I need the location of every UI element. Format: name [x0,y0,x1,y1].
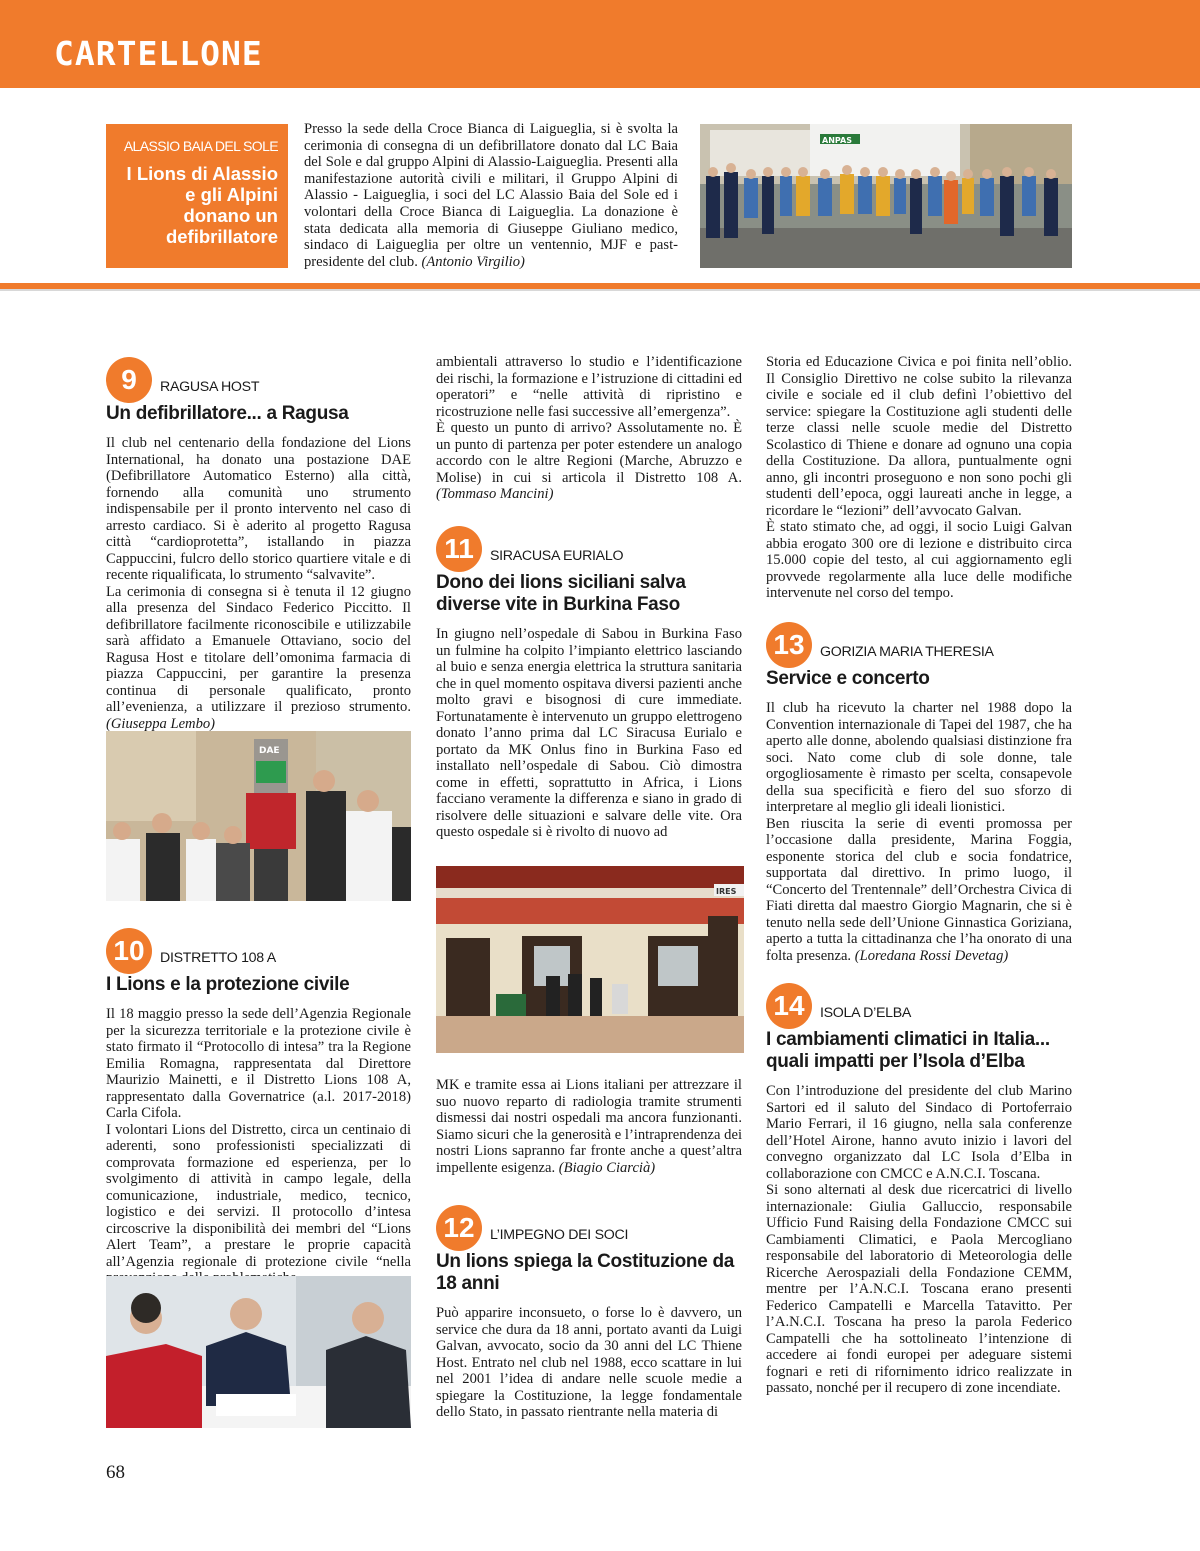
article-10-title: I Lions e la protezione civile [106,974,350,995]
article-11-header [436,526,742,566]
ragusa-defibrillator-photo [106,731,411,901]
article-14-number: 14 [766,983,812,1029]
article-12-number: 12 [436,1205,482,1251]
article-11-club: SIRACUSA EURIALO [490,548,624,564]
section-title: CARTELLONE [54,34,263,73]
column-2d [436,1205,742,1421]
dae-sign: DAE [259,746,280,756]
article-14-club: ISOLA D’ELBA [820,1005,912,1021]
article-9-title: Un defibrillatore... a Ragusa [106,403,349,424]
column-1b [106,928,411,1287]
article-12-paragraph: Può apparire inconsueto, o forse lo è davvero, un service che dura da 18 anni, portato avanti da Luigi Galvan, avvocato, socio da 30 anni del LC Thiene Host. Entrato nel club nel 1988, ecco scattare in lui nel 2001 l’idea di andare nelle scuole medie a spiegare la Costituzione, la legge fondamentale dello Stato, in passato rientrante nella materia di [436,1305,742,1420]
article-10-club: DISTRETTO 108 A [160,950,276,966]
article-11-paragraph: In giugno nell’ospedale di Sabou in Burkina Faso un fulmine ha colpito l’impianto elettrico lasciando al buio e senza energia elettrica la struttura sanitaria che in quel momento ospitava diversi pazienti anche molto gravi e bisognosi di cure immediate. Fortunatamente è intervenuto un gruppo elettrogeno donato l’anno prima dal LC Siracusa Eurialo e portato da MK Onlus fino in Burkina Faso ed installato nell’ospedale di Sabou. Ciò dimostra come in effetti, soprattutto in Africa, i Lions facciano veramente la differenza e siano in grado di risolvere delle situazioni e salvare delle vite. Ora questo ospedale si è rivolto di nuovo ad [436,626,742,840]
article-14-title: I cambiamenti climatici in Italia... quali impatti per l’Isola d’Elba [766,1029,1050,1072]
article-13-text: Ben riuscita la serie di eventi promossa per l’occasione dalla presidente, Marina Foggia, esponente storica del club e socia fondatrice, supportata dal direttivo. In primo luogo, il “Concerto del Trentennale” dell’Orchestra Civica di Fiati diretta dal maestro Giorgio Magnarin, che si è tenuto nella sede dell’Unione Ginnastica Goriziana, aperto a tutta la cittadinanza che l’ha onorato di una folta presenza. [766,815,1072,964]
article-13-header [766,622,1072,662]
article-13-author: (Loredana Rossi Devetag) [854,947,1009,964]
article-11-paragraph [436,1077,742,1176]
article-10-number: 10 [106,928,152,974]
article-11-author: (Biagio Ciarcià) [558,1159,656,1176]
article-12-paragraph: Storia ed Educazione Civica e poi finita nell’oblio. Il Consiglio Direttivo ne colse subito la rilevanza civile e sociale ed il club definì l’obiettivo del service: spiegare la Costituzione agli studenti delle terze classi nelle scuole medie del Distretto Scolastico di Thiene e donare ad ognuno una copia della Costituzione. Da allora, puntualmente ogni anno, gli incontri proseguono e non sono pochi gli studenti dell’epoca, oggi laureati anche in legge, a ricordare le “lezioni” dell’avvocato Galvan. [766,354,1072,519]
article-13-club: GORIZIA MARIA THERESIA [820,644,994,660]
article-11-text: MK e tramite essa ai Lions italiani per attrezzare il suo nuovo reparto di radiologia tramite strumenti dismessi dai nostri ospedali ma ancora funzionanti. Siamo sicuri che la generosità e l’intraprendenza dei nostri Lions sapranno far fronte anche a quest’altra impellente esigenza. [436,1077,742,1176]
article-13-number: 13 [766,622,812,668]
article-14-paragraph: Si sono alternati al desk due ricercatrici di livello internazionale: Giulia Galluccio, responsabile Ufficio Fund Raising della Fondazione CMCC sui Cambiamenti Climatici, e Paola Mercogliano responsabile del laboratorio di Meteorologia delle Ricerche Aerospaziali della Fondazione CEMM, mentre per l’A.N.C.I. Toscana erano presenti Federico Campatelli e Marcella Tatavitto. Per l’A.N.C.I. Toscana ha preso la parola Federico Campatelli che ha sottolineato l’intenzione di accedere ai fondi europei per adeguare sistemi fognari e reti di rifornimento idrico realizzate in passato, nonché per il recupero di zone incendiate. [766,1182,1072,1396]
intro-body: Presso la sede della Croce Bianca di Laigueglia, si è svolta la cerimonia di consegna di un defibrillatore donato dal LC Baia del Sole e dal gruppo Alpini di Alassio-Laigueglia. Presenti alla manifestazione autorità civili e militari, il Gruppo Alpini di Alassio - Laigueglia, i soci del LC Alassio Baia del Sole ed i volontari della Croce Bianca di Laigueglia. La donazione è stata dedicata alla memoria di Giuseppe Giuliano medico, sindaco di Laigueglia per oltre un ventennio, MJF e past-presidente del club. [304,121,678,270]
column-2b [436,526,742,841]
article-12-club: L’IMPEGNO DEI SOCI [490,1227,629,1243]
intro-title-box [106,124,288,268]
article-10-header [106,928,411,968]
article-13-paragraph: Il club ha ricevuto la charter nel 1988 dopo la Convention internazionale di Tapei del 1987, che ha aperto alle donne, abolendo qualsiasi distinzione fra soci. Nato come club di sole donne, tale orgogliosamente è rimasto per scelta, consapevole della sua specificità e fiero del suo sforzo di interpretare al meglio gli ideali lionistici. [766,700,1072,815]
article-10-paragraph: I volontari Lions del Distretto, circa un centinaio di aderenti, sono professionisti specializzati di comprovata formazione ed esperienza, per lo svolgimento di attività in campo legale, della comunicazione, industriale, medico, tecnico, logistico e dei servizi. Il protocollo d’intesa circoscrive la disponibilità dei membri del “Lions Alert Team”, a prestare le proprie capacità all’Agenzia regionale di protezione civile “nella [106,1121,411,1270]
article-9-number: 9 [106,357,152,403]
intro-text [304,121,678,270]
intro-group-photo [700,124,1072,268]
article-10-paragraph [436,420,742,503]
article-12-header [436,1205,742,1245]
article-12-title: Un lions spiega la Costituzione da 18 anni [436,1251,735,1294]
article-10-paragraph: Il 18 maggio presso la sede dell’Agenzia Regionale per la sicurezza territoriale e la protezione civile è stato firmato il “Protocollo di intesa” tra la Regione Emilia Romagna, rappresentata dal Direttore Maurizio Mainetti, e il Distretto Lions 108 A, rappresentato dalla Governatrice (a.l. 2017-2018) Carla Cifola. [106,1006,411,1121]
column-2c [436,1077,742,1176]
page-number: 68 [106,1462,125,1483]
column-3b [766,622,1072,964]
article-10-paragraph: ambientali attraverso lo studio e l’identificazione dei rischi, la formazione e l’istruzione di cittadini ed operatori” e “nelle attività di ripristino e ricostruzione nelle fasi successive all’emergenza”. [436,354,742,420]
article-11-title: Dono dei lions siciliani salva diverse vite in Burkina Faso [436,572,686,615]
column-3c [766,983,1072,1397]
article-9-author: (Giuseppa Lembo) [106,715,216,732]
column-3 [766,354,1072,602]
article-9-club: RAGUSA HOST [160,379,260,395]
article-9-header [106,357,411,397]
section-divider-shadow [0,289,1200,291]
ambulance-banner: ANPAS [822,136,852,145]
article-11-number: 11 [436,526,482,572]
protocol-signing-photo [106,1276,411,1428]
intro-title: I Lions di Alassio e gli Alpini donano un defibrillatore [126,163,278,247]
burkina-hospital-photo [436,866,744,1053]
article-14-paragraph: Con l’introduzione del presidente del club Marino Sartori ed il saluto del Sindaco di Portoferraio Mario Ferrari, il 16 giugno, nella sala conferenze dell’Hotel Airone, hanno avuto inizio i lavori del convegno organizzato dal LC Isola d’Elba in collaborazione con CMCC e A.N.C.I. Toscana. [766,1083,1072,1182]
article-9-text: La cerimonia di consegna si è tenuta il 12 giugno alla presenza del Sindaco Federico Piccitto. Il defibrillatore facilmente riconoscibile e utilizzabile sarà affidato a Emanuele Ottaviano, socio del Ragusa Host e titolare dell’omonima farmacia di piazza Cappuccini, per garantire la presenza continua di personale qualificato, pronto all’evenienza, a utilizzare il prezioso strumento. [106,583,411,715]
column-2 [436,354,742,503]
article-13-paragraph [766,816,1072,965]
article-10-text: È questo un punto di arrivo? Assolutamente no. È un punto di partenza per poter estendere un analogo accordo con le altre Regioni (Marche, Abruzzo e Molise) in cui si articola il Distretto 108 A. [436,420,742,486]
intro-author: (Antonio Virgilio) [421,253,525,270]
column-1 [106,357,411,732]
article-10-author: (Tommaso Mancini) [436,486,554,502]
article-14-header [766,983,1072,1023]
article-9-paragraph [106,584,411,733]
intro-club: ALASSIO BAIA DEL SOLE [123,138,278,154]
ward-sign: IRES [716,887,737,896]
article-9-paragraph: Il club nel centenario della fondazione del Lions International, ha donato una postazione DAE (Defibrillatore Automatico Esterno) alla città, fornendo alla comunità uno strumento indispensabile per il pronto intervento nel caso di arresto cardiaco. Si è aderito al progetto Ragusa città “cardioprotetta”, istallando in piazza Cappuccini, fulcro dello storico quartiere vitale e di recente riqualificata, lo strumento “salvavite”. [106,435,411,583]
article-12-paragraph: È stato stimato che, ad oggi, il socio Luigi Galvan abbia erogato 300 ore di lezione e distribuito circa 15.000 copie del testo, al cui aggiornamento egli provvede regolarmente alla luce delle modifiche intervenute nel corso del tempo. [766,519,1072,601]
article-13-title: Service e concerto [766,668,930,689]
